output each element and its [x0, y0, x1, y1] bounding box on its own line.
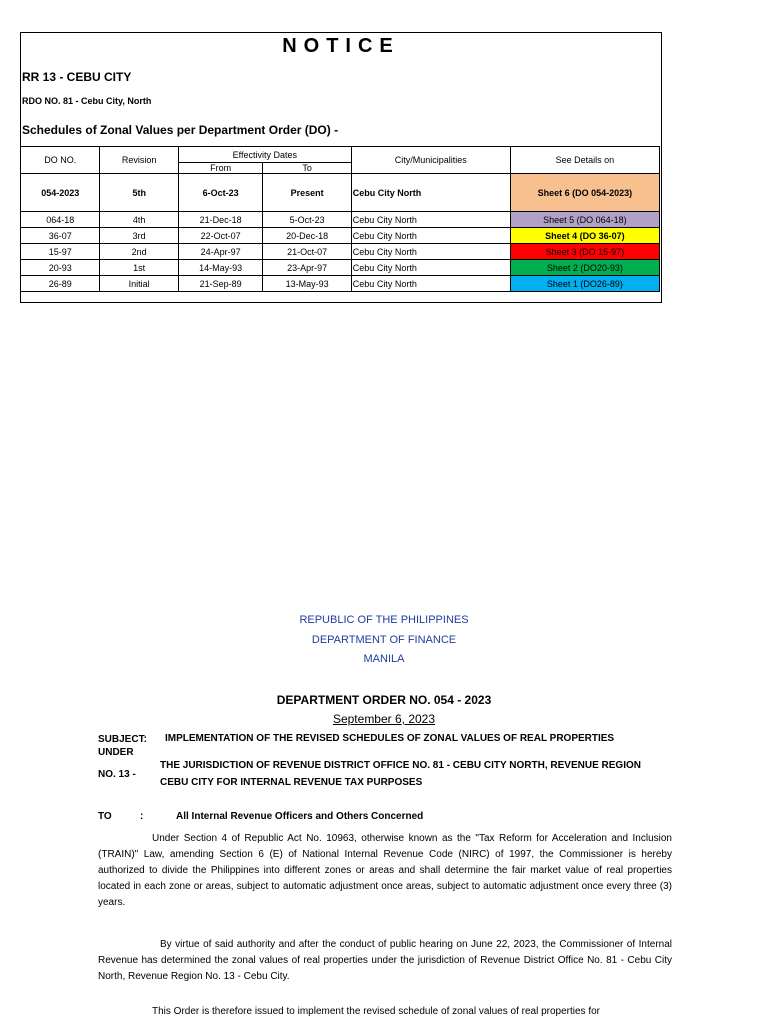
header-from: From [178, 163, 262, 174]
sheet-3-link[interactable]: Sheet 3 (DO 15-97) [510, 244, 659, 260]
to-colon: : [140, 811, 144, 822]
to-label: TO [98, 811, 112, 822]
subject-label: SUBJECT: UNDER [98, 734, 147, 758]
cell-to: Present [263, 174, 351, 212]
cell-do-no: 15-97 [21, 244, 100, 260]
cell-revision: 5th [100, 174, 178, 212]
revenue-region-label: RR 13 - CEBU CITY [22, 70, 132, 84]
cell-city: Cebu City North [351, 260, 510, 276]
header-effectivity: Effectivity Dates [178, 147, 351, 163]
cell-revision: 2nd [100, 244, 178, 260]
header-details: See Details on [510, 147, 659, 174]
cell-revision: 3rd [100, 228, 178, 244]
paragraph-authority: Under Section 4 of Republic Act No. 10963, otherwise known as the "Tax Reform for Acceleration and Inclusion (TRAIN)" Law, amending Section 6 (E) of National Internal Revenue Code (NIRC) of 1997, the Commissioner is hereby authorized to divide the Philippines into different zones or areas and shall determine the fair market value of real properties located in each zone or areas, subject to automatic adjustment once areas, subject to automatic adjustment once every three (3) years. [98, 833, 672, 908]
header-to: To [263, 163, 351, 174]
sheet-1-link[interactable]: Sheet 1 (DO26-89) [510, 276, 659, 292]
cell-city: Cebu City North [351, 244, 510, 260]
order-number: DEPARTMENT ORDER NO. 054 - 2023 [276, 693, 492, 707]
rdo-label: RDO NO. 81 - Cebu City, North [22, 96, 152, 106]
table-row [21, 276, 660, 292]
cell-do-no: 064-18 [21, 212, 100, 228]
order-date: September 6, 2023 [332, 712, 436, 726]
paragraph-public-hearing: By virtue of said authority and after the conduct of public hearing on June 22, 2023, the Commissioner of Internal Revenue has determined the zonal values of real properties under the jurisdiction of Revenue District Office No. 81 - Cebu City North, Revenue Region No. 13 - Cebu City. [98, 939, 672, 982]
subject-region-no: NO. 13 - [98, 769, 136, 780]
table-row-current [21, 174, 660, 212]
cell-from: 21-Dec-18 [178, 212, 262, 228]
cell-from: 24-Apr-97 [178, 244, 262, 260]
subject-line-2: THE JURISDICTION OF REVENUE DISTRICT OFFICE NO. 81 - CEBU CITY NORTH, REVENUE REGION [160, 760, 641, 771]
department-heading: DEPARTMENT OF FINANCE [311, 634, 457, 646]
sheet-2-link[interactable]: Sheet 2 (DO20-93) [510, 260, 659, 276]
notice-box [20, 32, 662, 303]
cell-to: 21-Oct-07 [263, 244, 351, 260]
cell-do-no: 054-2023 [21, 174, 100, 212]
cell-city: Cebu City North [351, 276, 510, 292]
cell-city: Cebu City North [351, 212, 510, 228]
cell-from: 21-Sep-89 [178, 276, 262, 292]
table-row [21, 244, 660, 260]
cell-to: 23-Apr-97 [263, 260, 351, 276]
table-row [21, 228, 660, 244]
header-revision: Revision [100, 147, 178, 174]
schedules-heading: Schedules of Zonal Values per Department Order (DO) - [22, 123, 339, 137]
cell-from: 6-Oct-23 [178, 174, 262, 212]
department-order-table [20, 146, 660, 292]
table-row [21, 260, 660, 276]
cell-city: Cebu City North [351, 174, 510, 212]
notice-title: NOTICE [282, 35, 400, 57]
header-do-no: DO NO. [21, 147, 100, 174]
cell-to: 5-Oct-23 [263, 212, 351, 228]
paragraph-implementation: This Order is therefore issued to implement the revised schedule of zonal values of real properties for [152, 1006, 600, 1017]
sheet-4-link[interactable]: Sheet 4 (DO 36-07) [510, 228, 659, 244]
subject-line-1: IMPLEMENTATION OF THE REVISED SCHEDULES OF ZONAL VALUES OF REAL PROPERTIES [165, 733, 615, 744]
cell-do-no: 20-93 [21, 260, 100, 276]
republic-heading: REPUBLIC OF THE PHILIPPINES [299, 614, 469, 626]
cell-do-no: 26-89 [21, 276, 100, 292]
cell-revision: 1st [100, 260, 178, 276]
cell-city: Cebu City North [351, 228, 510, 244]
cell-to: 20-Dec-18 [263, 228, 351, 244]
cell-do-no: 36-07 [21, 228, 100, 244]
sheet-6-link[interactable]: Sheet 6 (DO 054-2023) [510, 174, 659, 212]
sheet-5-link[interactable]: Sheet 5 (DO 064-18) [510, 212, 659, 228]
cell-revision: 4th [100, 212, 178, 228]
cell-to: 13-May-93 [263, 276, 351, 292]
header-city: City/Municipalities [351, 147, 510, 174]
table-header-row [21, 147, 660, 163]
to-recipients: All Internal Revenue Officers and Others Concerned [176, 811, 424, 822]
subject-line-3: CEBU CITY FOR INTERNAL REVENUE TAX PURPOSES [160, 777, 423, 788]
table-row [21, 212, 660, 228]
cell-from: 22-Oct-07 [178, 228, 262, 244]
cell-from: 14-May-93 [178, 260, 262, 276]
cell-revision: Initial [100, 276, 178, 292]
city-heading: MANILA [363, 653, 405, 665]
